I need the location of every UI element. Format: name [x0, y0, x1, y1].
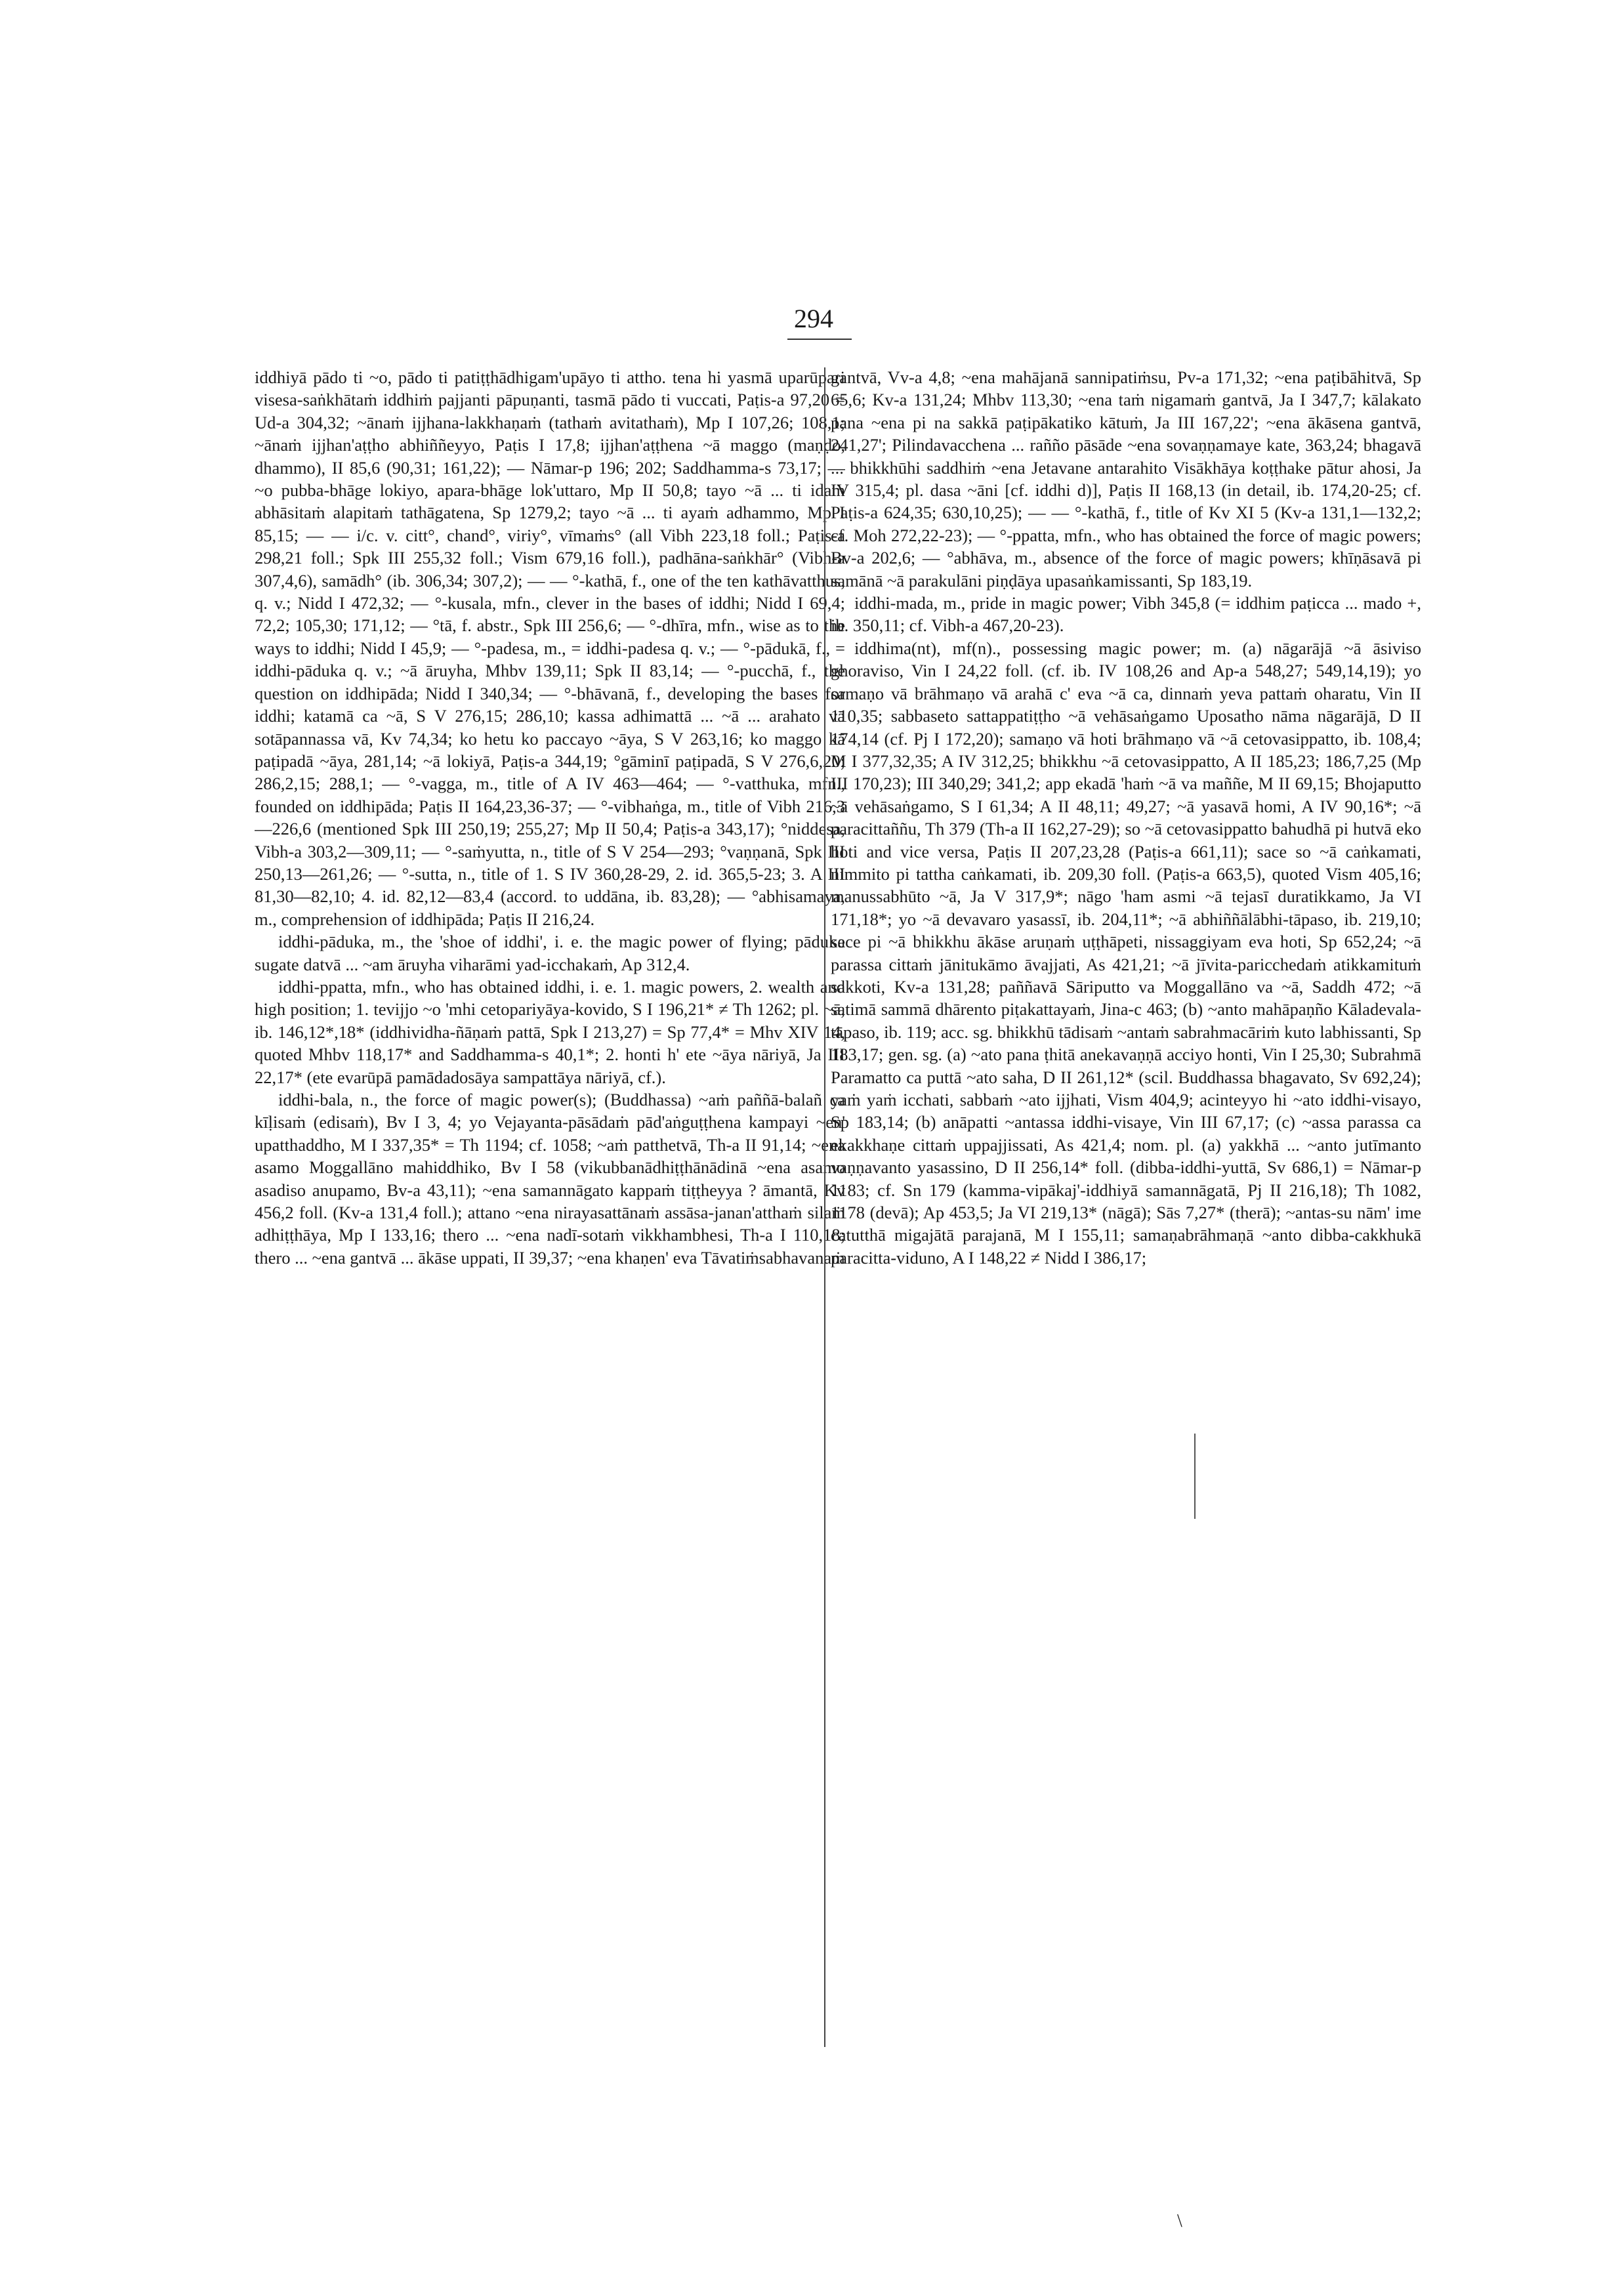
margin-mark: [1194, 1434, 1196, 1519]
entry-iddhipada-continued: iddhiyā pādo ti ~o, pādo ti patiṭṭhādhigam'upāyo ti attho. tena hi yasmā uparūpari visesa-saṅkhātaṁ iddhiṁ pajjanti pāpuṇanti, tasmā pādo ti vuccati, Paṭis-a 97,20 = Ud-a 304,32; ~ānaṁ ijjhana-lakkhaṇaṁ (tathaṁ avitathaṁ), Mp I 107,26; 108,1; ~ānaṁ ijjhan'aṭṭho abhiññeyyo, Paṭis I 17,8; ijjhan'aṭṭhena ~ā maggo (maṇḍo, dhammo), II 85,6 (90,31; 161,22); — Nāmar-p 196; 202; Saddhamma-s 73,17; — ~o pubba-bhāge lokiyo, apara-bhāge lok'uttaro, Mp II 50,8; tayo ~ā ... ti idaṁ abhāsitaṁ alapitaṁ tathāgatena, Sp 1279,2; tayo ~ā ... ti ayaṁ adhammo, Mp I 85,15; — — i/c. v. citt°, chand°, viriy°, vīmaṁs° (all Vibh 223,18 foll.; Paṭis-a 298,21 foll.; Spk III 255,32 foll.; Vism 679,16 foll.), padhāna-saṅkhār° (Vibh-a 307,4,6), samādh° (ib. 306,34; 307,2); — — °-kathā, f., one of the ten kathāvatthus, q. v.; Nidd I 472,32; — °-kusala, mfn., clever in the bases of iddhi; Nidd I 69,4; 72,2; 105,30; 171,12; — °tā, f. abstr., Spk III 256,6; — °-dhīra, mfn., wise as to the ways to iddhi; Nidd I 45,9; — °-padesa, m., = iddhi-padesa q. v.; — °-pādukā, f., = iddhi-pāduka q. v.; ~ā āruyha, Mhbv 139,11; Spk II 83,14; — °-pucchā, f., the question on iddhipāda; Nidd I 340,34; — °-bhāvanā, f., developing the bases for iddhi; katamā ca ~ā, S V 276,15; 286,10; kassa adhimattā ... ~ā ... arahato vā sotāpannassa vā, Kv 74,34; ko hetu ko paccayo ~āya, S V 263,16; ko maggo kā paṭipadā ~āya, 281,14; ~ā lokiyā, Paṭis-a 344,19; °gāminī paṭipadā, S V 276,6,20; 286,2,15; 288,1; — °-vagga, m., title of A IV 463—464; — °-vatthuka, mfn., founded on iddhipāda; Paṭis II 164,23,36-37; — °-vibhaṅga, m., title of Vibh 216,3—226,6 (mentioned Spk III 250,19; 255,27; Mp II 50,4; Paṭis-a 343,17); °niddesa, Vibh-a 303,2—309,11; — °-saṁyutta, n., title of S V 254—293; °vaṇṇanā, Spk III 250,13—261,26; — °-sutta, n., title of 1. S IV 360,28-29, 2. id. 365,5-23; 3. A III 81,30—82,10; 4. id. 82,12—83,4 (accord. to uddāna, ib. 83,28); — °abhisamaya, m., comprehension of iddhipāda; Paṭis II 216,24.: [255, 367, 845, 929]
entry-iddhi-bala: iddhi-bala, n., the force of magic power(s); (Buddhassa) ~aṁ paññā-balañ ca kīḷisaṁ (edisaṁ), Bv I 3, 4; yo Vejayanta-pāsādaṁ pād'aṅguṭṭhena kampayi ~en' upatthaddho, M I 337,35* = Th 1194; cf. 1058; ~aṁ patthetvā, Th-a II 91,14; ~ena asamo Moggallāno mahiddhiko, Bv I 58 (vikubbanādhiṭṭhānādinā ~ena asamo asadiso anupamo, Bv-a 43,11); ~ena samannāgato kappaṁ tiṭṭheyya ? āmantā, Kv 456,2 foll. (Kv-a 131,4 foll.); attano ~ena nirayasattānaṁ assāsa-janan'atthaṁ silaṁ adhiṭṭhāya, Mp I 133,16; thero ... ~ena nadī-sotaṁ vikkhambhesi, Th-a I 110,18; thero ... ~ena gantvā ... ākāse uppati, II 39,37; ~ena khaṇen' eva Tāvatiṁsabhavanaṁ: [255, 1090, 845, 1268]
entry-iddhi-ppatta: iddhi-ppatta, mfn., who has obtained iddhi, i. e. 1. magic powers, 2. wealth and high position; 1. tevijjo ~o 'mhi cetopariyāya-kovido, S I 196,21* ≠ Th 1262; pl. ~ā, ib. 146,12*,18* (iddhividha-ñāṇaṁ pattā, Spk I 213,27) = Sp 77,4* = Mhv XIV 14, quoted Mhbv 118,17* and Saddhamma-s 40,1*; 2. honti h' ete ~āya nāriyā, Ja III 22,17* (ete evarūpā pamādadosāya sampattāya nāriyā, cf.).: [255, 976, 845, 1087]
entry-iddhi-mada: iddhi-mada, m., pride in magic power; Vibh 345,8 (= iddhim paṭicca ... mado +, ib. 350,11; cf. Vibh-a 467,20-23).: [831, 593, 1421, 636]
entry-iddhi-paduka: iddhi-pāduka, m., the 'shoe of iddhi', i. e. the magic power of flying; pāduke sugate datvā ... ~am āruyha viharāmi yad-icchakaṁ, Ap 312,4.: [255, 932, 845, 974]
right-column: [831, 366, 1421, 2046]
page-number: 294: [794, 304, 833, 333]
entry-iddhimant: iddhima(nt), mf(n)., possessing magic power; m. (a) nāgarājā ~ā āsiviso ghoraviso, Vin I 24,22 foll. (cf. ib. IV 108,26 and Ap-a 548,27; 549,14,19); yo samaṇo vā brāhmaṇo vā arahā c' eva ~ā ca, dinnaṁ yeva pattaṁ oharatu, Vin II 110,35; sabbaseto sattappatiṭṭho ~ā vehāsaṅgamo Uposatho nāma nāgarājā, D II 174,14 (cf. Pj I 172,20); samaṇo vā hoti brāhmaṇo vā ~ā cetovasippatto, ib. 108,4; M I 377,32,35; A IV 312,25; bhikkhu ~ā cetovasippatto, A II 185,23; 186,7,25 (Mp III 170,23); III 340,29; 341,2; app ekadā 'haṁ ~ā va maññe, M II 69,15; Bhojaputto ~ā vehāsaṅgamo, S I 61,34; A II 48,11; 49,27; ~ā yasavā homi, A IV 90,16*; ~ā paracittaññu, Th 379 (Th-a II 162,27-29); so ~ā cetovasippatto bahudhā pi hutvā eko hoti and vice versa, Paṭis II 207,23,28 (Paṭis-a 661,11); sace so ~ā caṅkamati, nimmito pi tattha caṅkamati, ib. 209,30 foll. (Paṭis-a 663,5), quoted Vism 405,16; manussabhūto ~ā, Ja V 317,9*; nāgo 'ham asmi ~ā tejasī duratikkamo, Ja VI 171,18*; yo ~ā devavaro yasassī, ib. 204,11*; ~ā abhiññālābhi-tāpaso, ib. 219,10; sace pi ~ā bhikkhu ākāse aruṇaṁ uṭṭhāpeti, nissaggiyam eva hoti, Sp 652,24; ~ā parassa cittaṁ jānitukāmo āvajjati, As 421,21; ~ā jīvita-paricchedaṁ atikkamituṁ sakkoti, Kv-a 131,28; paññavā Sāriputto va Moggallāno va ~ā, Saddh 472; ~ā satimā sammā dhārento piṭakattayaṁ, Jina-c 463; (b) ~anto mahāpaṇño Kāladevala-tāpaso, ib. 119; acc. sg. bhikkhū tādisaṁ ~antaṁ sabrahmacāriṁ kuto labhissanti, Sp 183,17; gen. sg. (a) ~ato pana ṭhitā anekavaṇṇā acciyo honti, Vin I 25,30; Subrahmā Paramatto ca puttā ~ato saha, D II 261,12* (scil. Buddhassa bhagavato, Sv 692,24); yaṁ yaṁ icchati, sabbaṁ ~ato ijjhati, Vism 404,9; acinteyyo hi ~ato iddhi-visayo, Sp 183,14; (b) anāpatti ~antassa iddhi-visaye, Vin III 67,17; (c) ~assa parassa ca ekakkhaṇe cittaṁ uppajjissati, As 421,4; nom. pl. (a) yakkhā ... ~anto jutīmanto vaṇṇavanto yasassino, D II 256,14* foll. (dibba-iddhi-yuttā, Sv 686,1) = Nāmar-p 1183; cf. Sn 179 (kamma-vipākaj'-iddhiyā samannāgatā, Pj II 216,18); Th 1082, 1178 (devā); Ap 453,5; Ja VI 219,13* (nāgā); Sās 7,27* (therā); ~antas-su nām' ime catutthā migajātā parajanā, M I 155,11; samaṇabrāhmaṇā ~anto dibba-cakkhukā paracitta-viduno, A I 148,22 ≠ Nidd I 386,17;: [831, 638, 1421, 1268]
footer-mark: \: [1177, 2211, 1182, 2231]
entry-iddhi-bala-continued: gantvā, Vv-a 4,8; ~ena mahājanā sannipatiṁsu, Pv-a 171,32; ~ena paṭibāhitvā, Sp 65,6; Kv-a 131,24; Mhbv 113,30; ~ena taṁ nigamaṁ gantvā, Ja I 347,7; kālakato pana ~ena pi na sakkā paṭipākatiko kātuṁ, Ja III 167,22'; ~ena ākāsena gantvā, 241,27'; Pilindavacchena ... rañño pāsāde ~ena sovaṇṇamaye kate, 363,24; bhagavā ... bhikkhūhi saddhiṁ ~ena Jetavane antarahito Visākhāya koṭṭhake pātur ahosi, Ja IV 315,4; pl. dasa ~āni [cf. iddhi d)], Paṭis II 168,13 (in detail, ib. 174,20-25; cf. Paṭis-a 624,35; 630,10,25); — — °-kathā, f., title of Kv XI 5 (Kv-a 131,1—132,2; cf. Moh 272,22-23); — °-ppatta, mfn., who has obtained the force of magic powers; Bv-a 202,6; — °abhāva, m., absence of the force of magic powers; khīṇāsavā pi samānā ~ā parakulāni piṇḍāya upasaṅkamissanti, Sp 183,19.: [831, 367, 1421, 590]
left-column: [255, 366, 845, 2046]
page-number-rule: [787, 339, 852, 340]
column-divider: [824, 367, 825, 2047]
